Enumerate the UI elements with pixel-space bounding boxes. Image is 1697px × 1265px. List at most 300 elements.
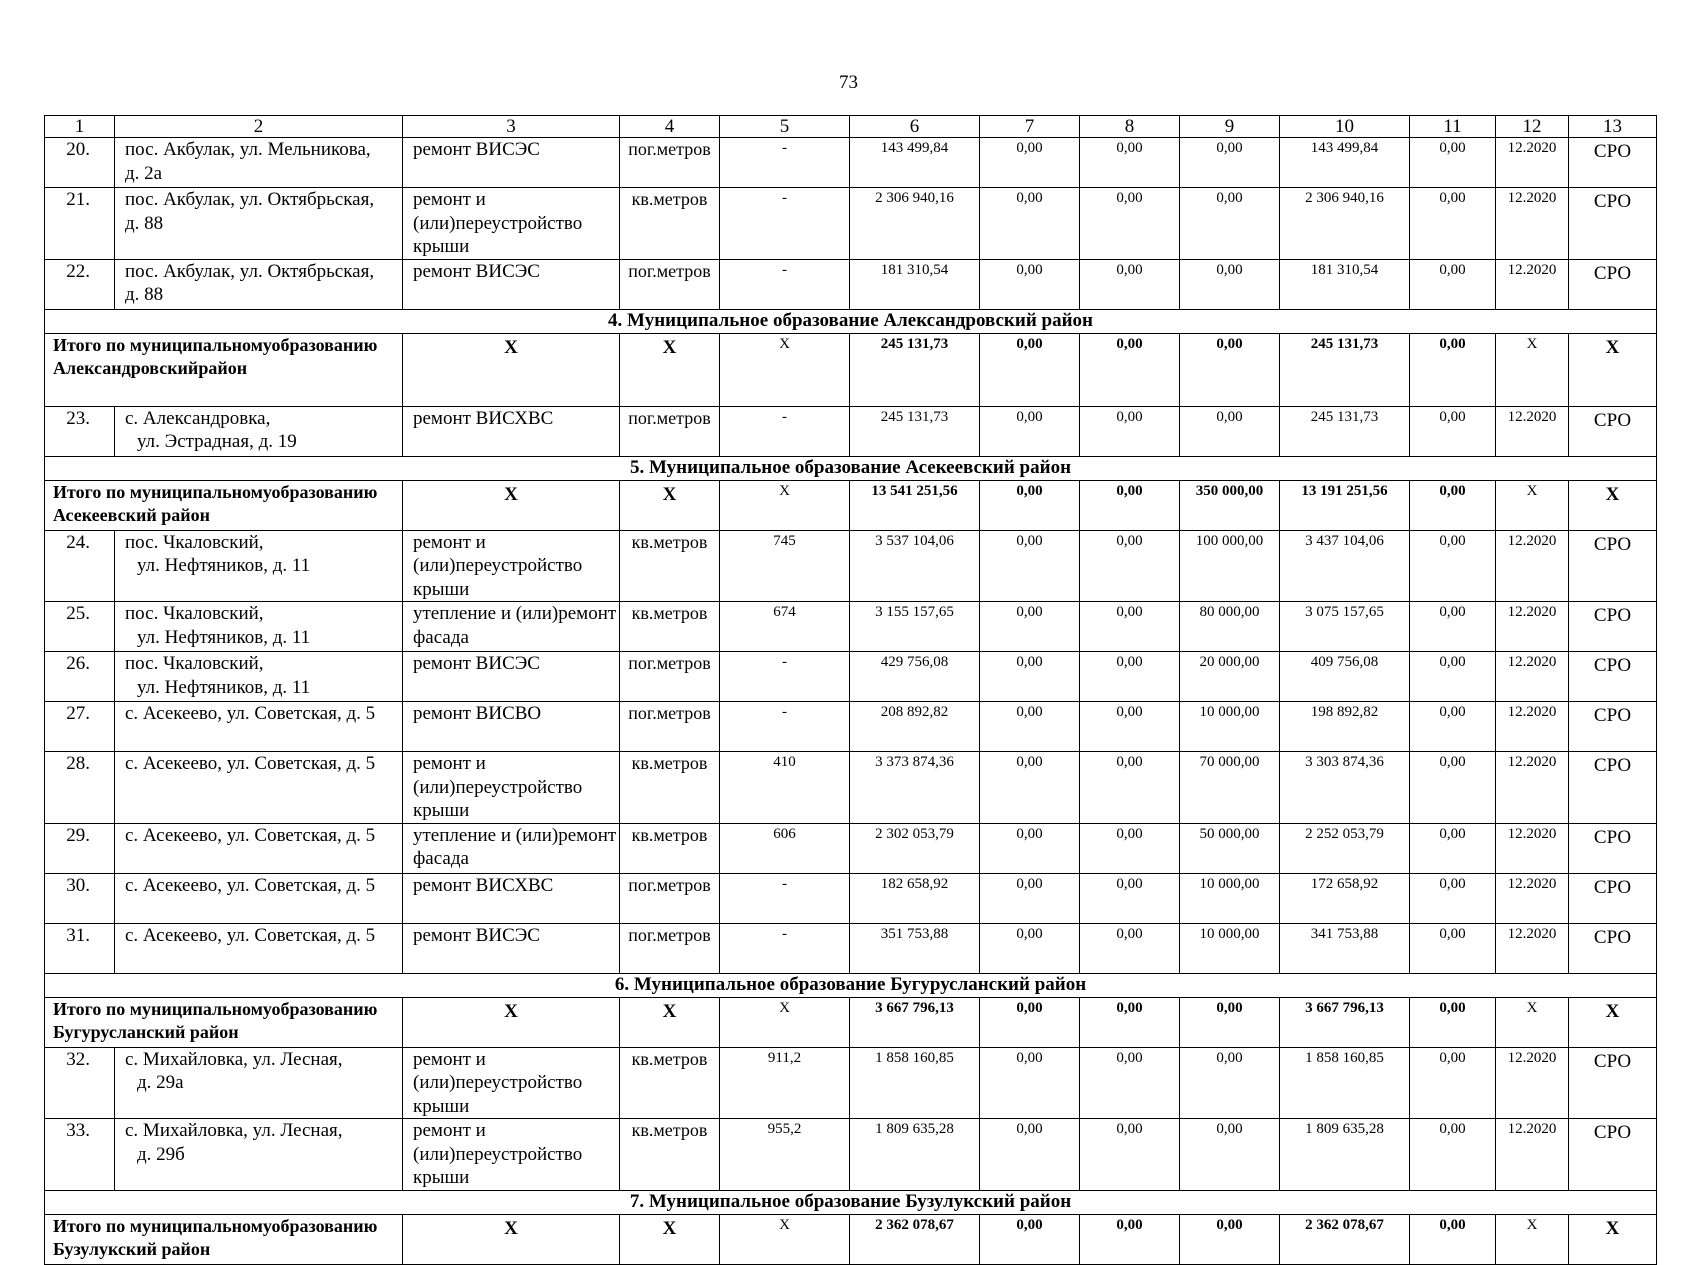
address-cell (115, 1047, 403, 1119)
cell-line: переустройство крыши (413, 1143, 583, 1188)
cell-line: кв. (631, 531, 654, 552)
cost-c10: 409 756,08 (1280, 652, 1410, 702)
total-label (45, 997, 403, 1047)
cost-c7: 0,00 (980, 138, 1080, 188)
header-cell: 10 (1280, 116, 1410, 138)
cell-line: д. 88 (125, 284, 164, 305)
cost-c8: 0,00 (1080, 873, 1180, 923)
section-heading-row (45, 309, 1657, 333)
cell-line: метров (656, 924, 711, 945)
cost-c11: 0,00 (1410, 138, 1496, 188)
table-row (45, 530, 1657, 602)
table-row (45, 873, 1657, 923)
row-number: 33. (45, 1119, 115, 1191)
cell-line: метров (656, 260, 711, 281)
cell-line: ремонт ВИСЭС (413, 260, 540, 282)
cost-c10: 3 437 104,06 (1280, 530, 1410, 602)
cell-line: ул. Нефтяников, д. 11 (137, 626, 311, 648)
contractor-type: СРО (1569, 138, 1657, 188)
total-value-c7: 0,00 (980, 1214, 1080, 1264)
volume-cell: - (720, 652, 850, 702)
header-cell: 8 (1080, 116, 1180, 138)
contractor-type: СРО (1569, 406, 1657, 456)
cost-c6: 3 155 157,65 (850, 602, 980, 652)
total-value-c11: 0,00 (1410, 480, 1496, 530)
cost-c10: 198 892,82 (1280, 702, 1410, 752)
cost-c6: 3 537 104,06 (850, 530, 980, 602)
cost-c11: 0,00 (1410, 752, 1496, 824)
cost-c11: 0,00 (1410, 602, 1496, 652)
cell-line: кв. (631, 1048, 654, 1069)
cost-c11: 0,00 (1410, 1047, 1496, 1119)
cell-x: Х (620, 333, 720, 406)
completion-date: 12.2020 (1496, 752, 1569, 824)
cost-c7: 0,00 (980, 652, 1080, 702)
total-value-c8: 0,00 (1080, 333, 1180, 406)
cell-line: ремонт ВИСЭС (413, 139, 540, 160)
row-number: 30. (45, 873, 115, 923)
cell-x: Х (720, 1214, 850, 1264)
section-heading-row (45, 1190, 1657, 1214)
contractor-type: СРО (1569, 823, 1657, 873)
cost-c6: 3 373 874,36 (850, 752, 980, 824)
cell-line: пос. Акбулак, ул. Мельникова, (125, 139, 371, 160)
cost-c9: 20 000,00 (1180, 652, 1280, 702)
cell-x: Х (1569, 997, 1657, 1047)
cost-c11: 0,00 (1410, 406, 1496, 456)
cell-line: пог. (628, 924, 657, 945)
cell-line: ремонт и (или) (413, 753, 486, 798)
work-type-cell (403, 1047, 620, 1119)
cost-c7: 0,00 (980, 530, 1080, 602)
address-cell (115, 923, 403, 973)
volume-cell: 911,2 (720, 1047, 850, 1119)
row-number: 24. (45, 530, 115, 602)
address-cell (115, 873, 403, 923)
table-row (45, 702, 1657, 752)
cell-x: Х (1496, 997, 1569, 1047)
contractor-type: СРО (1569, 602, 1657, 652)
cost-c9: 80 000,00 (1180, 602, 1280, 652)
row-number: 31. (45, 923, 115, 973)
contractor-type: СРО (1569, 923, 1657, 973)
cell-line: пог. (628, 139, 657, 159)
cost-c10: 1 809 635,28 (1280, 1119, 1410, 1191)
contractor-type: СРО (1569, 1047, 1657, 1119)
cost-c10: 181 310,54 (1280, 259, 1410, 309)
cell-line: утепление и (или) (413, 824, 559, 846)
cost-c11: 0,00 (1410, 823, 1496, 873)
table-row (45, 752, 1657, 824)
cost-c11: 0,00 (1410, 652, 1496, 702)
cell-line: с. Михайловка, ул. Лесная, (125, 1048, 343, 1070)
cell-x: Х (1496, 480, 1569, 530)
completion-date: 12.2020 (1496, 530, 1569, 602)
total-value-c11: 0,00 (1410, 333, 1496, 406)
cost-c10: 3 303 874,36 (1280, 752, 1410, 824)
cell-line: метров (653, 603, 708, 623)
cell-line: д. 29б (137, 1143, 185, 1165)
work-type-cell (403, 702, 620, 752)
cell-line: метров (656, 139, 711, 159)
total-row (45, 333, 1657, 406)
header-cell: 13 (1569, 116, 1657, 138)
cell-line: кв. (631, 1120, 654, 1140)
completion-date: 12.2020 (1496, 602, 1569, 652)
completion-date: 12.2020 (1496, 406, 1569, 456)
cost-c6: 429 756,08 (850, 652, 980, 702)
table-row (45, 652, 1657, 702)
cell-line: кв. (631, 603, 654, 623)
cost-c8: 0,00 (1080, 702, 1180, 752)
contractor-type: СРО (1569, 530, 1657, 602)
work-type-cell (403, 823, 620, 873)
unit-cell (620, 530, 720, 602)
cell-x: Х (403, 1214, 620, 1264)
total-value-c10: 2 362 078,67 (1280, 1214, 1410, 1264)
cell-line: метров (653, 531, 708, 552)
total-value-c9: 350 000,00 (1180, 480, 1280, 530)
cost-c8: 0,00 (1080, 138, 1180, 188)
cost-c8: 0,00 (1080, 188, 1180, 260)
cell-line: Итого по муниципальному (53, 998, 272, 1019)
table-row (45, 602, 1657, 652)
cost-c10: 3 075 157,65 (1280, 602, 1410, 652)
address-cell (115, 188, 403, 260)
volume-cell: - (720, 188, 850, 260)
cost-c9: 0,00 (1180, 188, 1280, 260)
completion-date: 12.2020 (1496, 923, 1569, 973)
cell-line: с. Асекеево, ул. Советская, д. 5 (125, 753, 376, 774)
cell-line: образованию Александровский (53, 334, 378, 378)
cell-x: Х (720, 997, 850, 1047)
cell-line: метров (656, 407, 711, 428)
volume-cell: - (720, 138, 850, 188)
unit-cell (620, 702, 720, 752)
cell-line: с. Асекеево, ул. Советская, д. 5 (125, 703, 376, 724)
cell-line: метров (656, 703, 711, 723)
cost-c7: 0,00 (980, 823, 1080, 873)
cell-line: д. 2а (125, 162, 163, 184)
completion-date: 12.2020 (1496, 259, 1569, 309)
table-row (45, 823, 1657, 873)
header-cell: 1 (45, 116, 115, 138)
cost-c8: 0,00 (1080, 1119, 1180, 1191)
cell-line: ремонт и (или) (413, 531, 486, 576)
cell-line: пог. (628, 874, 657, 895)
cost-c9: 10 000,00 (1180, 923, 1280, 973)
section-title: 7. Муниципальное образование Бузулукский район (45, 1190, 1657, 1214)
cost-c8: 0,00 (1080, 823, 1180, 873)
cost-c11: 0,00 (1410, 923, 1496, 973)
volume-cell: - (720, 259, 850, 309)
cell-line: метров (653, 1120, 708, 1140)
cost-c10: 2 252 053,79 (1280, 823, 1410, 873)
contractor-type: СРО (1569, 1119, 1657, 1191)
cell-x: Х (1496, 333, 1569, 406)
cell-x: Х (403, 480, 620, 530)
total-label (45, 1214, 403, 1264)
cell-line: ул. Нефтяников, д. 11 (137, 676, 311, 698)
completion-date: 12.2020 (1496, 652, 1569, 702)
cell-line: пог. (628, 260, 657, 281)
cost-c10: 2 306 940,16 (1280, 188, 1410, 260)
cell-line: с. Асекеево, ул. Советская, д. 5 (125, 924, 376, 946)
total-value-c8: 0,00 (1080, 997, 1180, 1047)
cost-c11: 0,00 (1410, 873, 1496, 923)
contractor-type: СРО (1569, 873, 1657, 923)
cost-c8: 0,00 (1080, 652, 1180, 702)
row-number: 28. (45, 752, 115, 824)
cost-c10: 245 131,73 (1280, 406, 1410, 456)
address-cell (115, 823, 403, 873)
cost-c9: 0,00 (1180, 1047, 1280, 1119)
row-number: 23. (45, 406, 115, 456)
total-value-c6: 13 541 251,56 (850, 480, 980, 530)
work-type-cell (403, 923, 620, 973)
cost-c7: 0,00 (980, 1047, 1080, 1119)
cell-line: с. Асекеево, ул. Советская, д. 5 (125, 824, 376, 846)
row-number: 26. (45, 652, 115, 702)
cost-c6: 208 892,82 (850, 702, 980, 752)
total-value-c10: 245 131,73 (1280, 333, 1410, 406)
header-cell: 5 (720, 116, 850, 138)
unit-cell (620, 1047, 720, 1119)
total-value-c7: 0,00 (980, 480, 1080, 530)
cost-c7: 0,00 (980, 259, 1080, 309)
cell-line: ремонт ВИСВО (413, 703, 542, 724)
cell-line: метров (653, 824, 708, 845)
total-value-c6: 245 131,73 (850, 333, 980, 406)
volume-cell: - (720, 923, 850, 973)
total-row (45, 997, 1657, 1047)
work-type-cell (403, 530, 620, 602)
volume-cell: 606 (720, 823, 850, 873)
header-cell: 3 (403, 116, 620, 138)
total-row (45, 1214, 1657, 1264)
volume-cell: - (720, 406, 850, 456)
table-row (45, 259, 1657, 309)
cost-c7: 0,00 (980, 752, 1080, 824)
total-value-c6: 2 362 078,67 (850, 1214, 980, 1264)
cost-c6: 2 306 940,16 (850, 188, 980, 260)
cell-x: Х (403, 997, 620, 1047)
table-row (45, 1119, 1657, 1191)
completion-date: 12.2020 (1496, 702, 1569, 752)
work-type-cell (403, 1119, 620, 1191)
address-cell (115, 530, 403, 602)
cell-line: образованию Бугурусланский район (53, 998, 378, 1042)
cell-x: Х (1569, 480, 1657, 530)
cell-line: кв. (631, 824, 654, 845)
cell-line: пог. (628, 407, 657, 428)
cell-line: кв. (631, 753, 654, 773)
cell-line: метров (653, 189, 708, 209)
address-cell (115, 602, 403, 652)
section-title: 6. Муниципальное образование Бугурусланский район (45, 973, 1657, 997)
row-number: 20. (45, 138, 115, 188)
cost-c8: 0,00 (1080, 923, 1180, 973)
table-row (45, 406, 1657, 456)
total-label (45, 480, 403, 530)
total-value-c7: 0,00 (980, 333, 1080, 406)
cell-x: Х (1569, 1214, 1657, 1264)
cell-line: ремонт фасада (413, 824, 617, 869)
volume-cell: 674 (720, 602, 850, 652)
total-row (45, 480, 1657, 530)
contractor-type: СРО (1569, 259, 1657, 309)
cost-c7: 0,00 (980, 602, 1080, 652)
address-cell (115, 1119, 403, 1191)
cell-line: д. 29а (137, 1072, 184, 1093)
cell-line: метров (656, 653, 711, 673)
contractor-type: СРО (1569, 702, 1657, 752)
cell-line: пог. (628, 703, 657, 723)
contractor-type: СРО (1569, 188, 1657, 260)
cell-line: ремонт фасада (413, 603, 617, 648)
cell-line: с. Александровка, (125, 407, 271, 429)
cost-c8: 0,00 (1080, 1047, 1180, 1119)
section-heading-row (45, 456, 1657, 480)
cell-line: Итого по муниципальному (53, 1215, 272, 1236)
section-title: 4. Муниципальное образование Александровский район (45, 309, 1657, 333)
cost-c7: 0,00 (980, 702, 1080, 752)
cost-c11: 0,00 (1410, 702, 1496, 752)
cell-line: метров (656, 874, 711, 895)
header-cell: 11 (1410, 116, 1496, 138)
work-type-cell (403, 752, 620, 824)
header-cell: 2 (115, 116, 403, 138)
cost-c9: 0,00 (1180, 138, 1280, 188)
row-number: 29. (45, 823, 115, 873)
cost-c11: 0,00 (1410, 530, 1496, 602)
cost-c6: 2 302 053,79 (850, 823, 980, 873)
cost-c6: 1 809 635,28 (850, 1119, 980, 1191)
work-type-cell (403, 188, 620, 260)
address-cell (115, 652, 403, 702)
unit-cell (620, 752, 720, 824)
cell-line: пос. Акбулак, ул. Октябрьская, (125, 260, 375, 282)
cost-c11: 0,00 (1410, 259, 1496, 309)
page-number: 73 (839, 72, 858, 93)
contractor-type: СРО (1569, 752, 1657, 824)
work-type-cell (403, 138, 620, 188)
table-row (45, 138, 1657, 188)
volume-cell: 410 (720, 752, 850, 824)
completion-date: 12.2020 (1496, 138, 1569, 188)
table-row (45, 923, 1657, 973)
cell-line: ул. Эстрадная, д. 19 (137, 431, 297, 452)
unit-cell (620, 259, 720, 309)
cost-c7: 0,00 (980, 923, 1080, 973)
contractor-type: СРО (1569, 652, 1657, 702)
cell-line: образованию Бузулукский район (53, 1215, 378, 1259)
total-value-c11: 0,00 (1410, 997, 1496, 1047)
cell-line: переустройство крыши (413, 555, 583, 600)
row-number: 25. (45, 602, 115, 652)
cell-line: метров (653, 753, 708, 773)
cost-c9: 10 000,00 (1180, 702, 1280, 752)
cost-c6: 143 499,84 (850, 138, 980, 188)
header-cell: 12 (1496, 116, 1569, 138)
unit-cell (620, 873, 720, 923)
cost-c7: 0,00 (980, 406, 1080, 456)
total-value-c7: 0,00 (980, 997, 1080, 1047)
cell-x: Х (720, 333, 850, 406)
cell-line: переустройство крыши (413, 1072, 583, 1117)
cost-c7: 0,00 (980, 873, 1080, 923)
work-type-cell (403, 873, 620, 923)
section-title: 5. Муниципальное образование Асекеевский район (45, 456, 1657, 480)
total-value-c10: 3 667 796,13 (1280, 997, 1410, 1047)
cost-c10: 172 658,92 (1280, 873, 1410, 923)
cell-line: ремонт и (или) (413, 1120, 486, 1165)
cost-c8: 0,00 (1080, 602, 1180, 652)
cost-c8: 0,00 (1080, 406, 1180, 456)
header-cell: 7 (980, 116, 1080, 138)
total-value-c9: 0,00 (1180, 1214, 1280, 1264)
total-label (45, 333, 403, 406)
unit-cell (620, 138, 720, 188)
cell-line: кв. (631, 189, 654, 209)
cost-c8: 0,00 (1080, 259, 1180, 309)
work-type-cell (403, 259, 620, 309)
total-value-c9: 0,00 (1180, 333, 1280, 406)
cell-line: переустройство крыши (413, 212, 583, 257)
cost-c6: 181 310,54 (850, 259, 980, 309)
cell-line: пос. Чкаловский, (125, 653, 264, 674)
header-cell: 9 (1180, 116, 1280, 138)
cell-line: метров (653, 1048, 708, 1069)
cost-c9: 50 000,00 (1180, 823, 1280, 873)
cell-line: ремонт ВИСХВС (413, 407, 554, 429)
volume-cell: - (720, 873, 850, 923)
cell-line: ремонт ВИСЭС (413, 924, 540, 946)
cell-line: Итого по муниципальному (53, 481, 272, 502)
section-heading-row (45, 973, 1657, 997)
cell-line: д. 88 (125, 212, 164, 234)
cost-c11: 0,00 (1410, 188, 1496, 260)
cost-c6: 1 858 160,85 (850, 1047, 980, 1119)
unit-cell (620, 602, 720, 652)
address-cell (115, 752, 403, 824)
cost-c7: 0,00 (980, 188, 1080, 260)
cell-line: утепление и (или) (413, 603, 559, 624)
volume-cell: 745 (720, 530, 850, 602)
unit-cell (620, 923, 720, 973)
cell-x: Х (620, 480, 720, 530)
table-row (45, 188, 1657, 260)
row-number: 27. (45, 702, 115, 752)
cost-c9: 0,00 (1180, 406, 1280, 456)
cost-c9: 10 000,00 (1180, 873, 1280, 923)
completion-date: 12.2020 (1496, 873, 1569, 923)
total-value-c6: 3 667 796,13 (850, 997, 980, 1047)
header-cell: 6 (850, 116, 980, 138)
unit-cell (620, 652, 720, 702)
work-type-cell (403, 602, 620, 652)
cell-line: с. Михайловка, ул. Лесная, (125, 1120, 343, 1141)
address-cell (115, 406, 403, 456)
total-value-c10: 13 191 251,56 (1280, 480, 1410, 530)
cell-line: пос. Чкаловский, (125, 531, 264, 553)
completion-date: 12.2020 (1496, 1047, 1569, 1119)
volume-cell: - (720, 702, 850, 752)
cell-line: переустройство крыши (413, 776, 583, 821)
table-row (45, 1047, 1657, 1119)
cell-x: Х (620, 997, 720, 1047)
capital-repair-table (44, 115, 1657, 1265)
